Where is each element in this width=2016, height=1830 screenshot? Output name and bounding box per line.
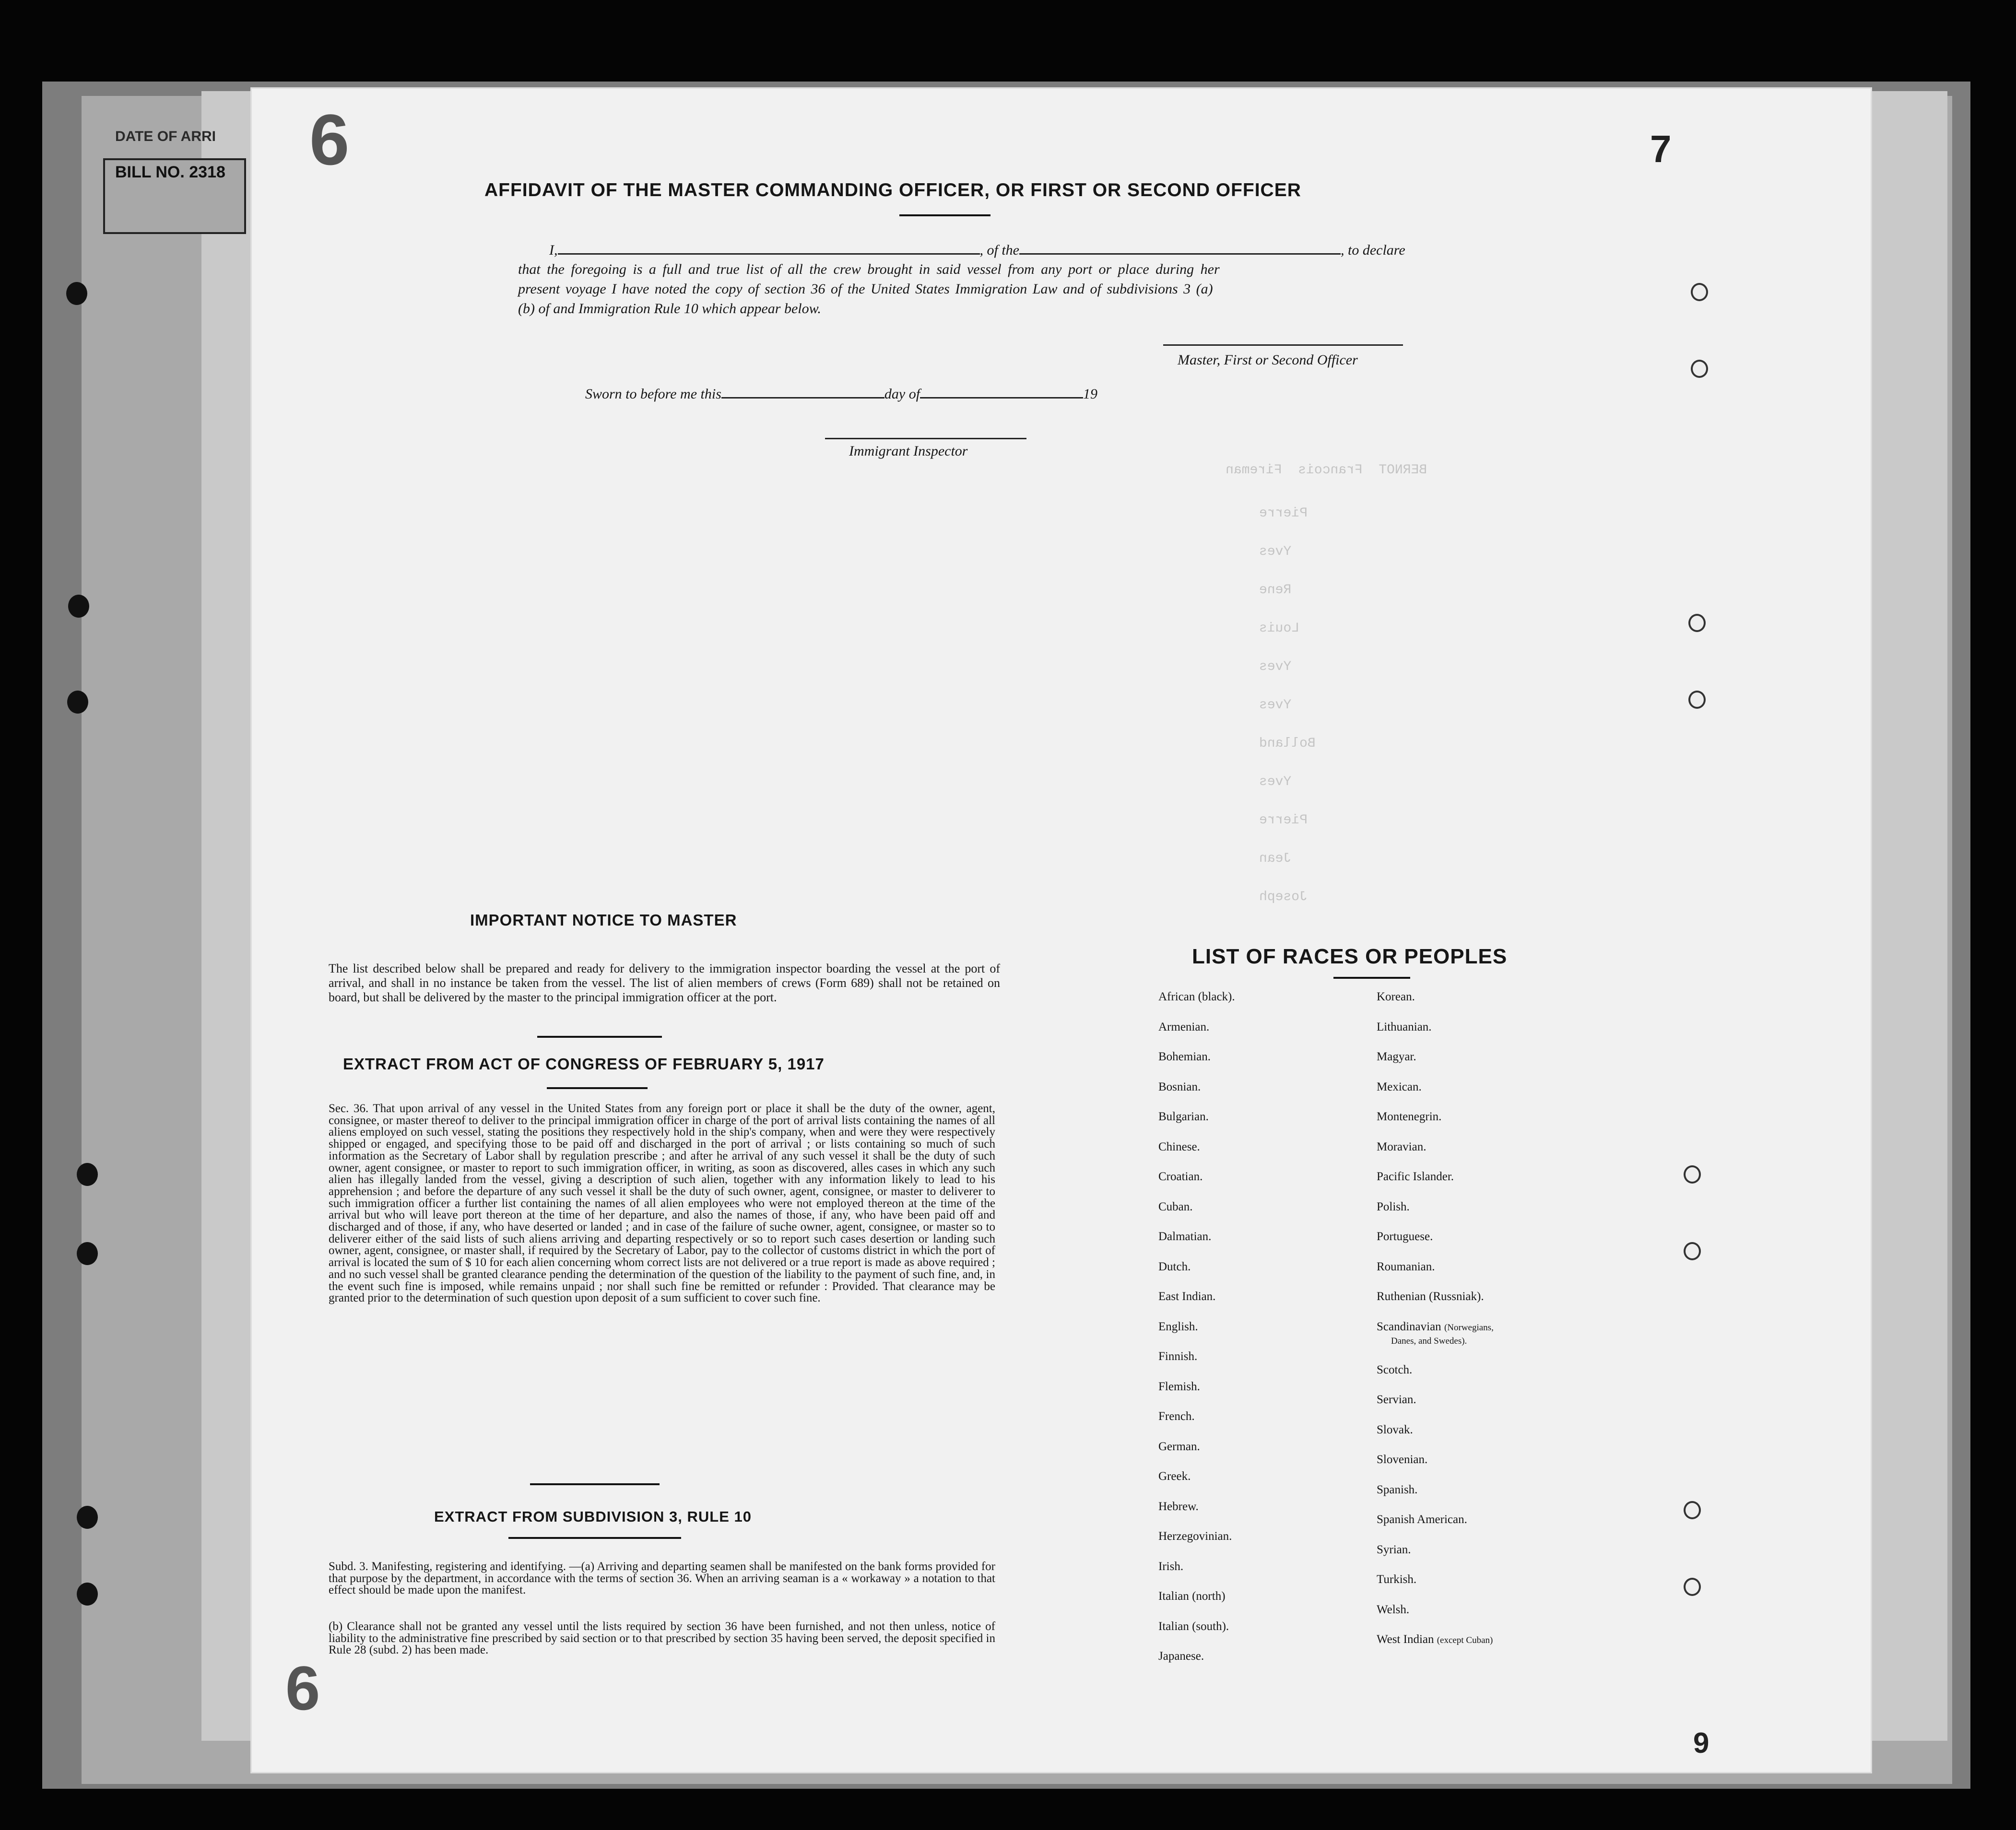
binder-hole bbox=[77, 1583, 98, 1606]
race-item: Hebrew. bbox=[1158, 1500, 1199, 1513]
race-item: Syrian. bbox=[1377, 1543, 1411, 1556]
notice-title: IMPORTANT NOTICE TO MASTER bbox=[470, 911, 737, 929]
race-item: Armenian. bbox=[1158, 1020, 1210, 1033]
bleed-through-background: BERNOT Francois Fireman Pierre Yves Rene Louis Yves Yves Bolland Yves Pierre Jean Joseph bbox=[1226, 463, 1427, 904]
race-item: Spanish. bbox=[1377, 1483, 1418, 1496]
punch-ring bbox=[1688, 691, 1706, 709]
race-item: Herzegovinian. bbox=[1158, 1530, 1232, 1543]
race-item: Italian (north) bbox=[1158, 1590, 1226, 1603]
punch-ring bbox=[1684, 1501, 1701, 1519]
race-item: Welsh. bbox=[1377, 1603, 1410, 1616]
punch-ring bbox=[1691, 360, 1708, 378]
affidavit-line-1 bbox=[549, 240, 1405, 260]
race-item: Flemish. bbox=[1158, 1380, 1200, 1393]
race-item: Scandinavian bbox=[1377, 1320, 1441, 1333]
signature-blank[interactable] bbox=[1163, 331, 1403, 346]
race-item: Bohemian. bbox=[1158, 1050, 1211, 1063]
affidavit-line-4: (b) of and Immigration Rule 10 which appear below. bbox=[518, 301, 821, 317]
race-item: Turkish. bbox=[1377, 1573, 1417, 1586]
punch-ring bbox=[1691, 283, 1708, 301]
affidavit-to-declare-label: , to declare bbox=[1341, 242, 1405, 258]
race-item: Dutch. bbox=[1158, 1260, 1191, 1273]
races-right-column bbox=[1377, 990, 1494, 1663]
bottom-mark: 9 bbox=[1693, 1727, 1709, 1759]
race-item: Irish. bbox=[1158, 1560, 1184, 1573]
race-item: African (black). bbox=[1158, 990, 1235, 1003]
inspector-signature-blank[interactable] bbox=[825, 424, 1026, 439]
act-title: EXTRACT FROM ACT OF CONGRESS OF FEBRUARY 5, 1917 bbox=[343, 1055, 825, 1073]
binder-hole bbox=[77, 1163, 98, 1186]
race-item: Finnish. bbox=[1158, 1350, 1198, 1363]
race-item: West Indian bbox=[1377, 1633, 1434, 1646]
affidavit-line-3: present voyage I have noted the copy of section 36 of the United States Immigration Law and of subdivisions 3 (a) bbox=[518, 281, 1213, 297]
affidavit-I-label: I, bbox=[549, 242, 558, 258]
corner-page-number: 7 bbox=[1650, 128, 1672, 170]
race-item: Slovenian. bbox=[1377, 1453, 1428, 1466]
races-rule bbox=[1333, 977, 1410, 979]
race-item-scandinavian bbox=[1377, 1320, 1494, 1363]
folio-mark: 6 bbox=[309, 99, 350, 180]
vessel-blank[interactable] bbox=[1019, 240, 1341, 255]
race-item: Bulgarian. bbox=[1158, 1110, 1209, 1123]
notice-rule bbox=[537, 1036, 662, 1038]
race-item-west-indian bbox=[1377, 1633, 1494, 1663]
race-item: Slovak. bbox=[1377, 1423, 1413, 1436]
act-rule bbox=[547, 1087, 648, 1089]
notice-body: The list described below shall be prepared and ready for delivery to the immigration inspector boarding the vessel at the port of arrival, and shall in no instance be taken from the vessel. The list of alien members of crews (Form 689) shall not be retained on board, but shall be delivered by the master to the principal immigration officer at the port. bbox=[329, 962, 1000, 1004]
signer-label: Master, First or Second Officer bbox=[1178, 352, 1358, 368]
race-item: Japanese. bbox=[1158, 1650, 1204, 1663]
race-item: Magyar. bbox=[1377, 1050, 1416, 1063]
affidavit-sheet bbox=[252, 89, 1871, 1772]
day-blank[interactable] bbox=[721, 384, 884, 399]
binder-hole bbox=[77, 1506, 98, 1529]
race-item: Servian. bbox=[1377, 1393, 1416, 1406]
race-item: Pacific Islander. bbox=[1377, 1170, 1454, 1183]
day-of-label: day of bbox=[884, 386, 920, 402]
punch-ring bbox=[1684, 1578, 1701, 1596]
race-item: Korean. bbox=[1377, 990, 1415, 1003]
year-label: 19 bbox=[1083, 386, 1098, 402]
race-item: Croatian. bbox=[1158, 1170, 1203, 1183]
race-item: Montenegrin. bbox=[1377, 1110, 1442, 1123]
race-item: Chinese. bbox=[1158, 1140, 1200, 1153]
binder-hole bbox=[66, 282, 87, 305]
race-item: Polish. bbox=[1377, 1200, 1410, 1213]
race-item: Ruthenian (Russniak). bbox=[1377, 1290, 1484, 1303]
races-left-column bbox=[1158, 990, 1235, 1680]
sworn-line bbox=[585, 384, 1097, 404]
stamp-date-label: DATE OF ARRI bbox=[115, 129, 216, 144]
affidavit-line-2: that the foregoing is a full and true list of all the crew brought in said vessel from any port or place during her bbox=[518, 261, 1220, 277]
race-item: French. bbox=[1158, 1410, 1195, 1423]
race-item: Cuban. bbox=[1158, 1200, 1193, 1213]
race-note: (Norwegians, bbox=[1444, 1322, 1494, 1333]
rule-para-a: Subd. 3. Manifesting, registering and identifying. —(a) Arriving and departing seamen shall be manifested on the bank forms provided for that purpose by the department, in accordance with the terms of section 36. When an arriving seaman is a « workaway » a notation to that effect should be made upon the manifest. bbox=[329, 1560, 995, 1596]
folio-mark-bottom: 6 bbox=[285, 1653, 320, 1723]
race-item: Roumanian. bbox=[1377, 1260, 1435, 1273]
race-note: (except Cuban) bbox=[1437, 1635, 1493, 1645]
act-end-rule bbox=[530, 1483, 660, 1485]
sworn-label: Sworn to before me this bbox=[585, 386, 721, 402]
binder-hole bbox=[68, 595, 89, 618]
binder-hole bbox=[77, 1242, 98, 1265]
month-blank[interactable] bbox=[920, 384, 1083, 399]
title-rule bbox=[899, 214, 990, 216]
punch-ring bbox=[1684, 1242, 1701, 1260]
punch-ring bbox=[1688, 614, 1706, 632]
race-item: Mexican. bbox=[1377, 1080, 1422, 1093]
rule-para-b: (b) Clearance shall not be granted any vessel until the lists required by section 36 have been furnished, and not then unless, notice of liability to the administrative fine prescribed by said section or to that prescribed by section 35 having been served, the deposit specified in Rule 28 (subd. 2) has been made. bbox=[329, 1620, 995, 1656]
affidavit-of-the-label: , of the bbox=[979, 242, 1019, 258]
race-item: Portuguese. bbox=[1377, 1230, 1433, 1243]
rule-title: EXTRACT FROM SUBDIVISION 3, RULE 10 bbox=[434, 1508, 752, 1525]
stamp-bill-number: BILL NO. 2318 bbox=[115, 163, 225, 181]
race-item: English. bbox=[1158, 1320, 1198, 1333]
race-item: Scotch. bbox=[1377, 1363, 1413, 1376]
binder-hole bbox=[67, 691, 88, 714]
act-body: Sec. 36. That upon arrival of any vessel in the United States from any foreign port or place it shall be the duty of the owner, agent, consignee, or master thereof to deliver to the principal immigration officer in charge of the port of arrival lists containing the names of all aliens employed on such vessel, stating the positions they respectively hold in the ship's company, when and were they were respectively shipped or engaged, and specifying those to be paid off and discharged in the port of arrival ; or lists containing so much of such information as the Secretary of Labor shall by regulation prescribe ; and after he arrival of any such vessel it shall be the duty of such owner, agent consignee, or master to report to such immigration officer, in writing, as soon as discovered, alles cases in which any such alien has illegally landed from the vessel, giving a description of such alien, together with any information likely to lead to his apprehension ; and before the departure of any such vessel it shall be the duty of such owner, agent, consignee, or master to deliverer to such immigration officer a further list containing the names of all alien employees who were not employed thereon at the time of the arrival but who will leave port thereon at the time of her departure, and also the names of those, if any, who have been paid off and discharged and of those, if any, who have deserted or landed ; and in case of the failure of suche owner, agent, consignee, or master so to deliverer either of the said lists of such aliens arriving and departing respectively or so to report such cases desertion or landing such owner, agent, consignee, or master shall, if required by the Secretary of Labor, pay to the collector of customs district in which the port of arrival is located the sum of $ 10 for each alien concerning whom correct lists are not delivered or a true report is made as above required ; and no such vessel shall be granted clearance pending the determination of the question of the liability to the payment of such fine, and, in the event such fine is imposed, while remains unpaid ; nor shall such fine be remitted or refunder : Provided. That clearance may be granted prior to the determination of such question upon deposit of a sum sufficient to cover such fine. bbox=[329, 1102, 995, 1305]
race-note: Danes, and Swedes). bbox=[1391, 1336, 1467, 1346]
punch-ring bbox=[1684, 1165, 1701, 1184]
race-item: Greek. bbox=[1158, 1470, 1191, 1483]
name-blank[interactable] bbox=[558, 240, 980, 255]
race-item: German. bbox=[1158, 1440, 1200, 1453]
inspector-label: Immigrant Inspector bbox=[849, 443, 968, 459]
affidavit-title: AFFIDAVIT OF THE MASTER COMMANDING OFFICER, OR FIRST OR SECOND OFFICER bbox=[484, 180, 1301, 200]
race-item: Bosnian. bbox=[1158, 1080, 1201, 1093]
rule-underline bbox=[508, 1537, 681, 1539]
race-item: Lithuanian. bbox=[1377, 1020, 1432, 1033]
race-item: Italian (south). bbox=[1158, 1619, 1229, 1633]
race-item: East Indian. bbox=[1158, 1290, 1216, 1303]
race-item: Spanish American. bbox=[1377, 1513, 1467, 1526]
race-item: Moravian. bbox=[1377, 1140, 1427, 1153]
races-title: LIST OF RACES OR PEOPLES bbox=[1192, 945, 1508, 968]
race-item: Dalmatian. bbox=[1158, 1230, 1212, 1243]
